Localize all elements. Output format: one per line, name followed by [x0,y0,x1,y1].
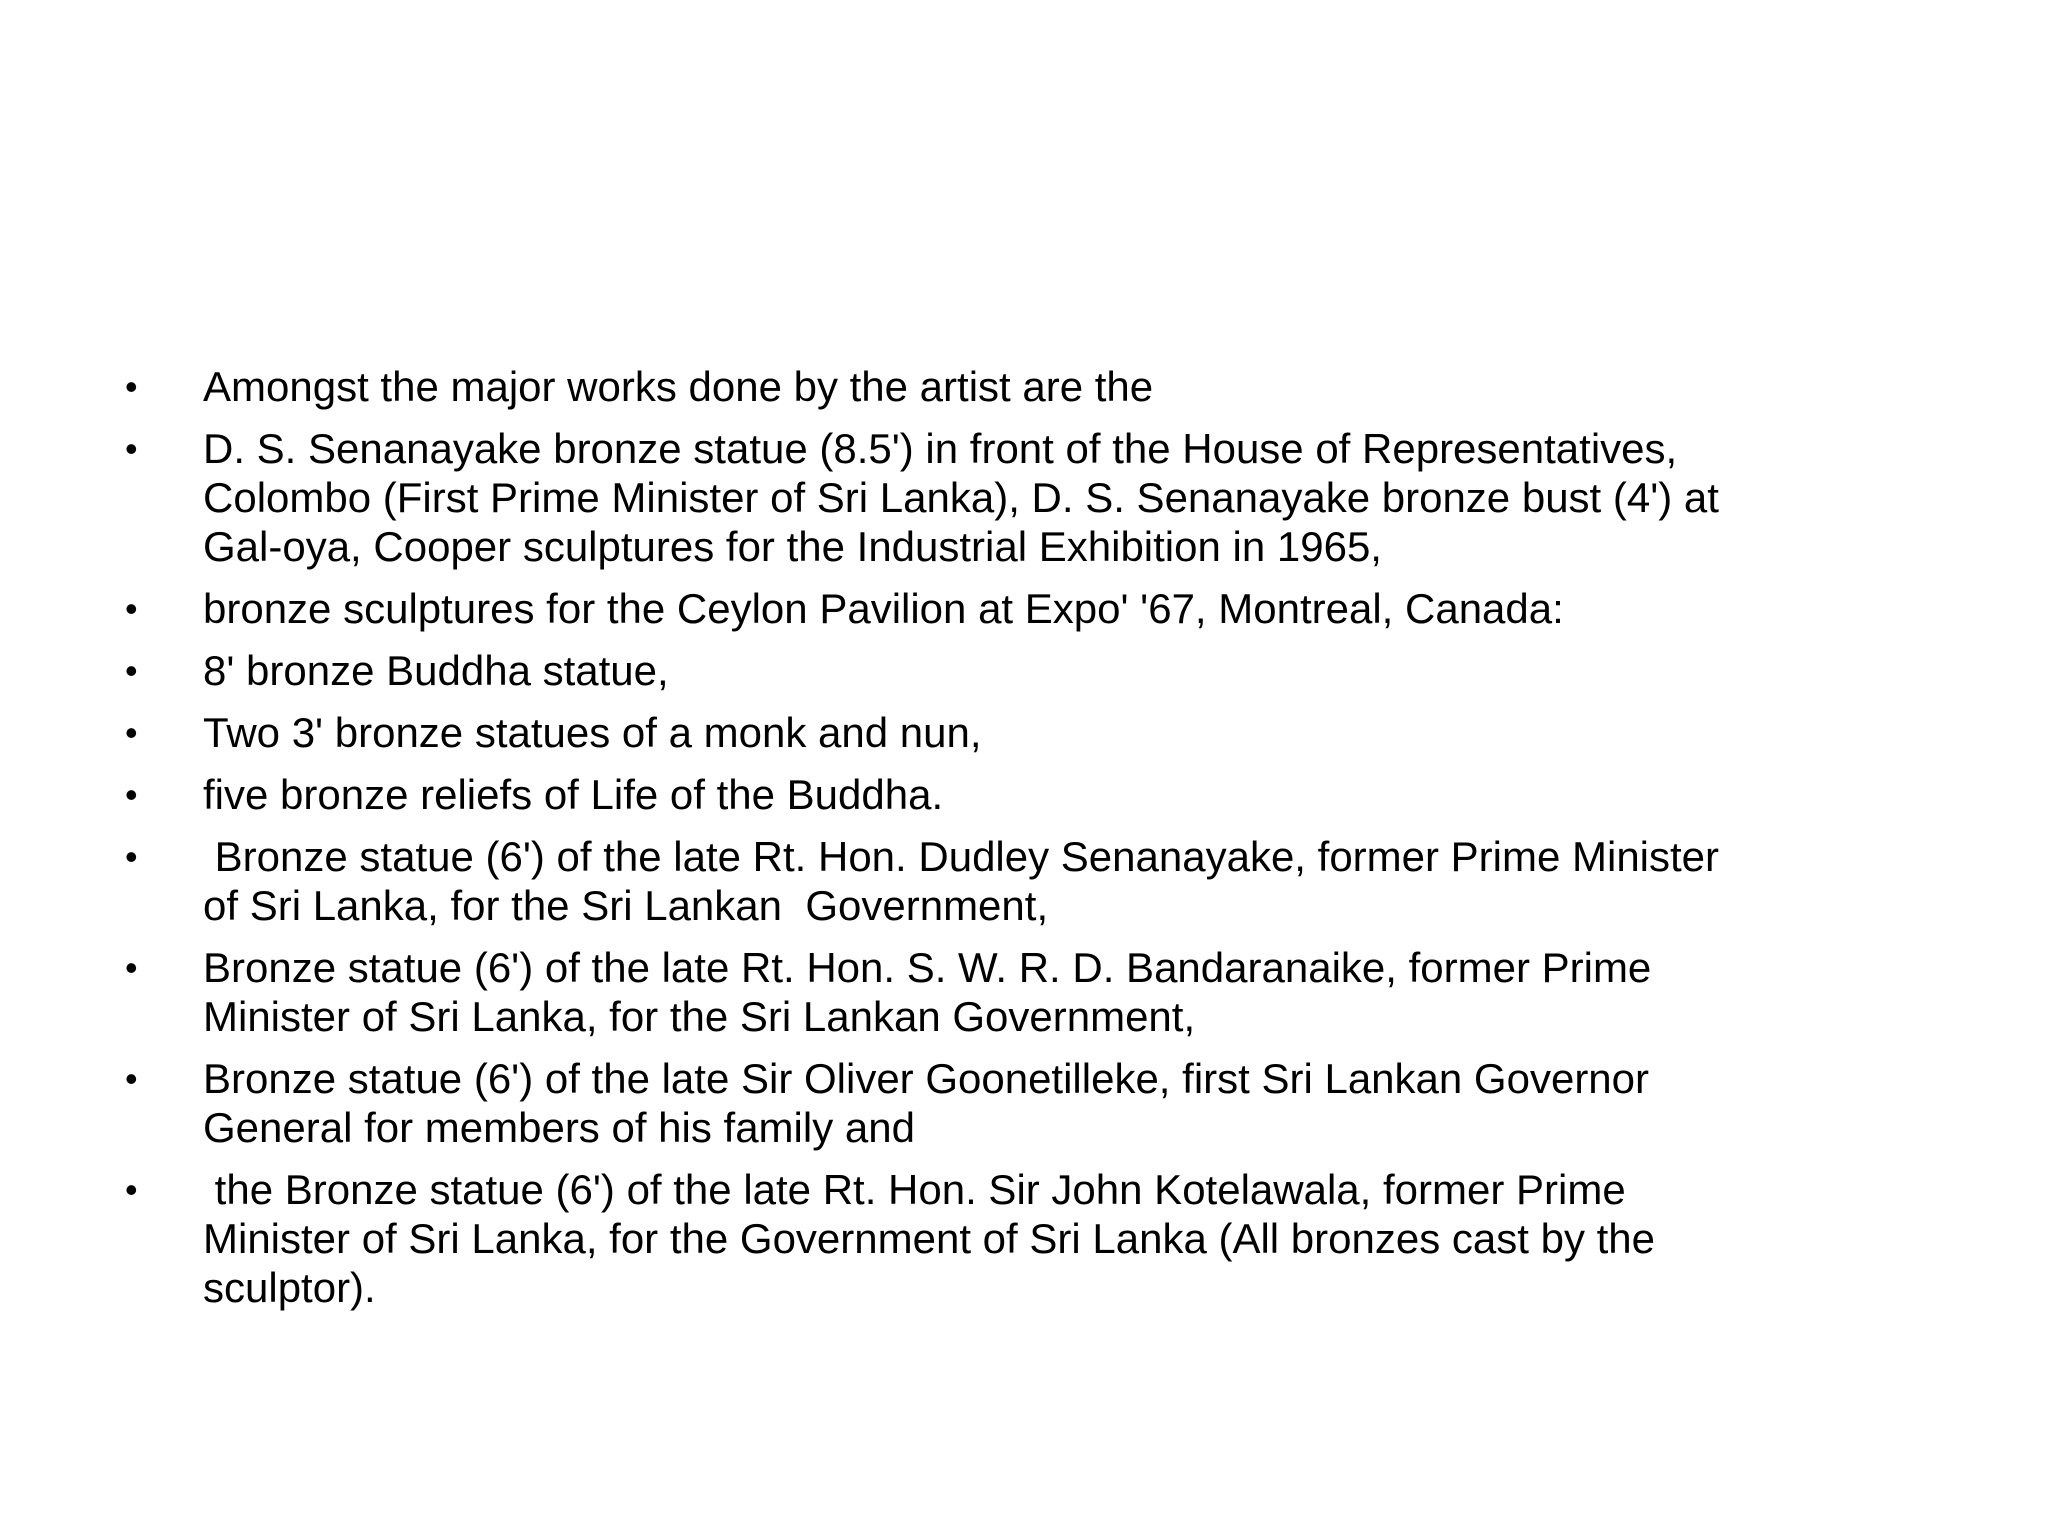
bullet-icon: • [125,774,138,815]
bullet-list [125,362,1925,1325]
list-item-text: Bronze statue (6') of the late Sir Oliver Goonetilleke, first Sri Lankan Governor General for members of his family and [203,1055,1650,1151]
bullet-icon: • [125,366,138,407]
bullet-icon: • [125,1169,138,1210]
list-item-text: 8' bronze Buddha statue, [203,647,669,694]
list-item-text: Bronze statue (6') of the late Rt. Hon. Dudley Senanayake, former Prime Minister of Sri Lanka, for the Sri Lankan Government, [203,833,1720,929]
bullet-icon: • [125,1058,138,1099]
list-item-text: bronze sculptures for the Ceylon Pavilion at Expo' '67, Montreal, Canada: [203,585,1564,632]
bullet-icon: • [125,428,138,469]
list-item-text: Two 3' bronze statues of a monk and nun, [203,709,982,756]
bullet-icon: • [125,712,138,753]
bullet-icon: • [125,588,138,629]
list-item [125,584,1925,633]
bullet-icon: • [125,650,138,691]
list-item [125,832,1925,930]
list-item [125,362,1925,411]
list-item [125,770,1925,819]
list-item [125,943,1925,1041]
list-item [125,424,1925,571]
list-item [125,1165,1925,1312]
list-item-text: D. S. Senanayake bronze statue (8.5') in front of the House of Representatives, Colombo (First Prime Minister of Sri Lanka), D. S. Senanayake bronze bust (4') at Gal-oya, Cooper sculptures for the Industrial Exhibition in 1965, [203,425,1719,570]
bullet-icon: • [125,836,138,877]
list-item [125,1054,1925,1152]
list-item-text: Amongst the major works done by the artist are the [203,363,1154,410]
list-item-text: Bronze statue (6') of the late Rt. Hon. S. W. R. D. Bandaranaike, former Prime Minister of Sri Lanka, for the Sri Lankan Government, [203,944,1652,1040]
list-item [125,708,1925,757]
list-item-text: five bronze reliefs of Life of the Buddha. [203,771,944,818]
bullet-icon: • [125,947,138,988]
list-item-text: the Bronze statue (6') of the late Rt. Hon. Sir John Kotelawala, former Prime Minister of Sri Lanka, for the Government of Sri Lanka (All bronzes cast by the sculptor). [203,1166,1655,1311]
list-item [125,646,1925,695]
